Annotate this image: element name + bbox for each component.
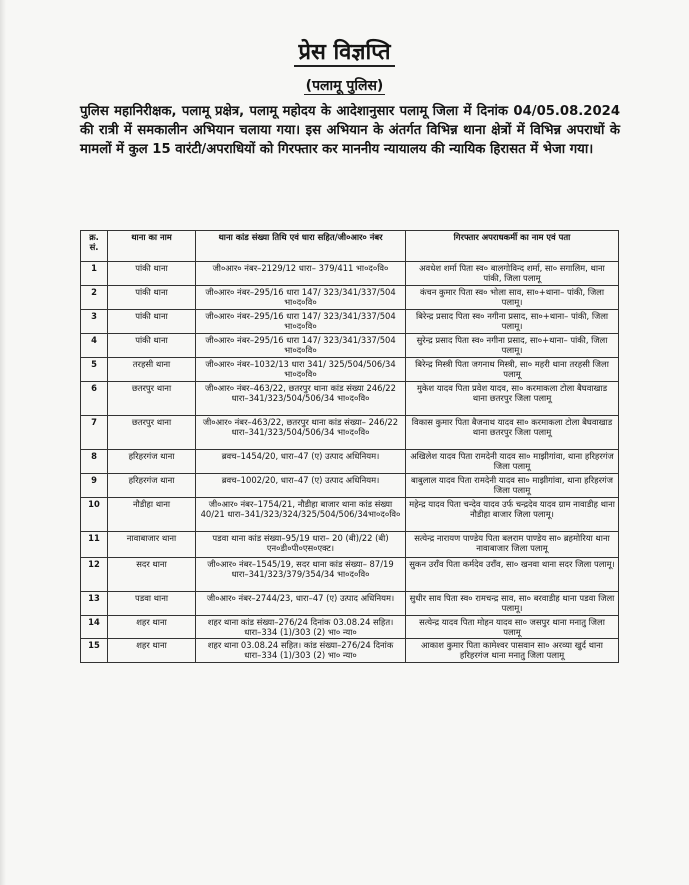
cell-station: छतरपुर थाना <box>108 416 196 450</box>
table-row <box>81 474 619 498</box>
table-header-row <box>81 231 619 262</box>
cell-accused: महेन्द्र यादव पिता चन्देव यादव उर्फ चन्द्रदेव यादव ग्राम नावाडीह थाना नौडीहा बाजार जिला पलामू। <box>406 498 619 532</box>
cell-station: हरिहरगंज थाना <box>108 450 196 474</box>
cell-station: पांकी थाना <box>108 334 196 358</box>
cell-caseno: जी०आर० नंबर–295/16 धारा 147/ 323/341/337/504 भा०द०वि० <box>196 334 406 358</box>
cell-sno: 1 <box>81 262 108 286</box>
cell-sno: 12 <box>81 558 108 592</box>
cell-caseno: जी०आर० नंबर–463/22, छतरपुर थाना कांड संख्या 246/22 धारा–341/323/504/506/34 भा०द०वि० <box>196 382 406 416</box>
cell-caseno: जी०आर० नंबर–295/16 धारा 147/ 323/341/337/504 भा०द०वि० <box>196 310 406 334</box>
cell-caseno: पडवा थाना कांड संख्या–95/19 धारा– 20 (बी)/22 (बी) एन०डी०पी०एस०एक्ट। <box>196 532 406 558</box>
cell-sno: 10 <box>81 498 108 532</box>
cell-accused: बिरेन्द्र प्रसाद पिता स्व० नगीना प्रसाद, सा०+थाना– पांकी, जिला पलामू। <box>406 310 619 334</box>
cell-sno: 13 <box>81 592 108 616</box>
table-row <box>81 498 619 532</box>
page-title <box>0 36 689 66</box>
table-row <box>81 358 619 382</box>
cell-accused: सत्येन्द्र यादव पिता मोहन यादव सा० जसपुर थाना मनातु जिला पलामू <box>406 616 619 639</box>
cell-accused: बिरेन्द्र मिस्त्री पिता जगनाथ मिस्त्री, सा० महरी थाना तरहसी जिला पलामू <box>406 358 619 382</box>
cell-station: शहर थाना <box>108 616 196 639</box>
cell-accused: सत्येन्द्र नारायण पाण्डेय पिता बलराम पाण्डेय सा० ब्रहमोरिया थाना नावाबाजार जिला पलामू <box>406 532 619 558</box>
cell-caseno: जी०आर० नंबर–463/22, छतरपुर थाना कांड संख्या– 246/22 धारा–341/323/504/506/34 भा०द०वि० <box>196 416 406 450</box>
cell-accused: बाबुलाल यादव पिता रामदेनी यादव सा० माझीगांवा, थाना हरिहरगंज जिला पलामू <box>406 474 619 498</box>
cell-sno: 15 <box>81 639 108 663</box>
cell-caseno: जी०आर० नंबर–1545/19, सदर थाना कांड संख्या– 87/19 धारा–341/323/379/354/34 भा०द०वि० <box>196 558 406 592</box>
table-row <box>81 310 619 334</box>
scan-edge <box>0 0 6 885</box>
table-row <box>81 639 619 663</box>
table-row <box>81 286 619 310</box>
table-row <box>81 416 619 450</box>
cell-station: पांकी थाना <box>108 286 196 310</box>
table-row <box>81 558 619 592</box>
cell-caseno: जी०आर० नंबर–2744/23, धारा–47 (ए) उत्पाद अधिनियम। <box>196 592 406 616</box>
arrest-table <box>80 230 619 663</box>
cell-station: पडवा थाना <box>108 592 196 616</box>
cell-sno: 6 <box>81 382 108 416</box>
cell-station: नौडीहा थाना <box>108 498 196 532</box>
cell-station: पांकी थाना <box>108 310 196 334</box>
cell-sno: 5 <box>81 358 108 382</box>
cell-accused: मुकेश यादव पिता प्रवेश यादव, सा० करमाकला टोला बैघवाखाड थाना छतरपुर जिला पलामू <box>406 382 619 416</box>
title-text: प्रेस विज्ञप्ति <box>294 40 394 67</box>
cell-caseno: जी०आर० नंबर–2129/12 धारा– 379/411 भा०द०वि० <box>196 262 406 286</box>
cell-caseno: जी०आर० नंबर–1754/21, नौडीहा बाजार थाना कांड संख्या 40/21 धारा–341/323/324/325/504/506/34भा०द०वि० <box>196 498 406 532</box>
cell-accused: अखिलेश यादव पिता रामदेनी यादव सा० माझीगांवा, थाना हरिहरगंज जिला पलामू <box>406 450 619 474</box>
header-caseno: थाना कांड संख्या तिथि एवं धारा सहित/जी०आर० नंबर <box>196 231 406 262</box>
cell-station: पांकी थाना <box>108 262 196 286</box>
cell-sno: 2 <box>81 286 108 310</box>
table-row <box>81 262 619 286</box>
cell-accused: सुधीर साव पिता स्व० रामचन्द्र साव, सा० बरवाडीह थाना पडवा जिला पलामू। <box>406 592 619 616</box>
cell-sno: 7 <box>81 416 108 450</box>
table-row <box>81 450 619 474</box>
subtitle-text: (पलामू पुलिस) <box>305 78 384 94</box>
cell-station: सदर थाना <box>108 558 196 592</box>
announcement-paragraph-2: इस अभियान के अंतर्गत विभिन्न थाना क्षेत्रों में विभिन्न अपराधों के मामलों में कुल 15 वारंटी/अपराधियों को गिरफ्तार कर माननीय न्यायालय की न्यायिक हिरासत में भेजा गया। <box>80 123 620 157</box>
cell-caseno: जी०आर० नंबर–1032/13 धारा 341/ 325/504/506/34 भा०द०वि० <box>196 358 406 382</box>
cell-station: हरिहरगंज थाना <box>108 474 196 498</box>
cell-accused: आकाश कुमार पिता कामेश्वर पासवान सा० अरव्या खुर्द थाना हरिहरगंज थाना मनातु जिला पलामू <box>406 639 619 663</box>
cell-sno: 8 <box>81 450 108 474</box>
cell-accused: विकास कुमार पिता बैजनाथ यादव सा० करमाकला टोला बैघवाखाड थाना छतरपुर जिला पलामू <box>406 416 619 450</box>
cell-station: नावाबाजार थाना <box>108 532 196 558</box>
cell-sno: 14 <box>81 616 108 639</box>
cell-station: छतरपुर थाना <box>108 382 196 416</box>
announcement-paragraph-1: पुलिस महानिरीक्षक, पलामू प्रक्षेत्र, पलामू महोदय के आदेशानुसार पलामू जिला में दिनांक 04/05.08.2024 की रात्री में समकालीन अभियान चलाया गया। <box>80 104 620 138</box>
announcement-body <box>80 102 620 159</box>
cell-caseno: ब्रवच–1002/20, धारा–47 (ए) उत्पाद अधिनियम। <box>196 474 406 498</box>
table-row <box>81 592 619 616</box>
header-sno: क्र. सं. <box>81 231 108 262</box>
cell-sno: 11 <box>81 532 108 558</box>
cell-station: शहर थाना <box>108 639 196 663</box>
header-station: थाना का नाम <box>108 231 196 262</box>
cell-accused: कंचन कुमार पिता स्व० भोला साव, सा०+थाना– पांकी, जिला पलामू। <box>406 286 619 310</box>
cell-accused: अवधेश शर्मा पिता स्व० बालगोविन्द शर्मा, सा० सगालिम, थाना पांकी, जिला पलामू <box>406 262 619 286</box>
cell-caseno: शहर थाना कांड संख्या–276/24 दिनांक 03.08.24 सहित। धारा–334 (1)/303 (2) भा० न्या० <box>196 616 406 639</box>
cell-accused: सुरेन्द्र प्रसाद पिता स्व० नगीना प्रसाद, सा०+थाना– पांकी, जिला पलामू। <box>406 334 619 358</box>
table-row <box>81 616 619 639</box>
header-accused: गिरफ्तार अपराधकर्मी का नाम एवं पता <box>406 231 619 262</box>
cell-sno: 4 <box>81 334 108 358</box>
cell-station: तरहसी थाना <box>108 358 196 382</box>
table-row <box>81 382 619 416</box>
cell-sno: 3 <box>81 310 108 334</box>
cell-caseno: जी०आर० नंबर–295/16 धारा 147/ 323/341/337/504 भा०द०वि० <box>196 286 406 310</box>
cell-accused: सुकन उराँव पिता कर्मदेव उराँव, सा० खनवा थाना सदर जिला पलामू। <box>406 558 619 592</box>
table-row <box>81 334 619 358</box>
table-body <box>81 262 619 663</box>
table-row <box>81 532 619 558</box>
cell-caseno: ब्रवच–1454/20, धारा–47 (ए) उत्पाद अधिनियम। <box>196 450 406 474</box>
page-subtitle <box>0 76 689 95</box>
cell-caseno: शहर थाना 03.08.24 सहित। कांड संख्या–276/24 दिनांक धारा–334 (1)/303 (2) भा० न्या० <box>196 639 406 663</box>
cell-sno: 9 <box>81 474 108 498</box>
